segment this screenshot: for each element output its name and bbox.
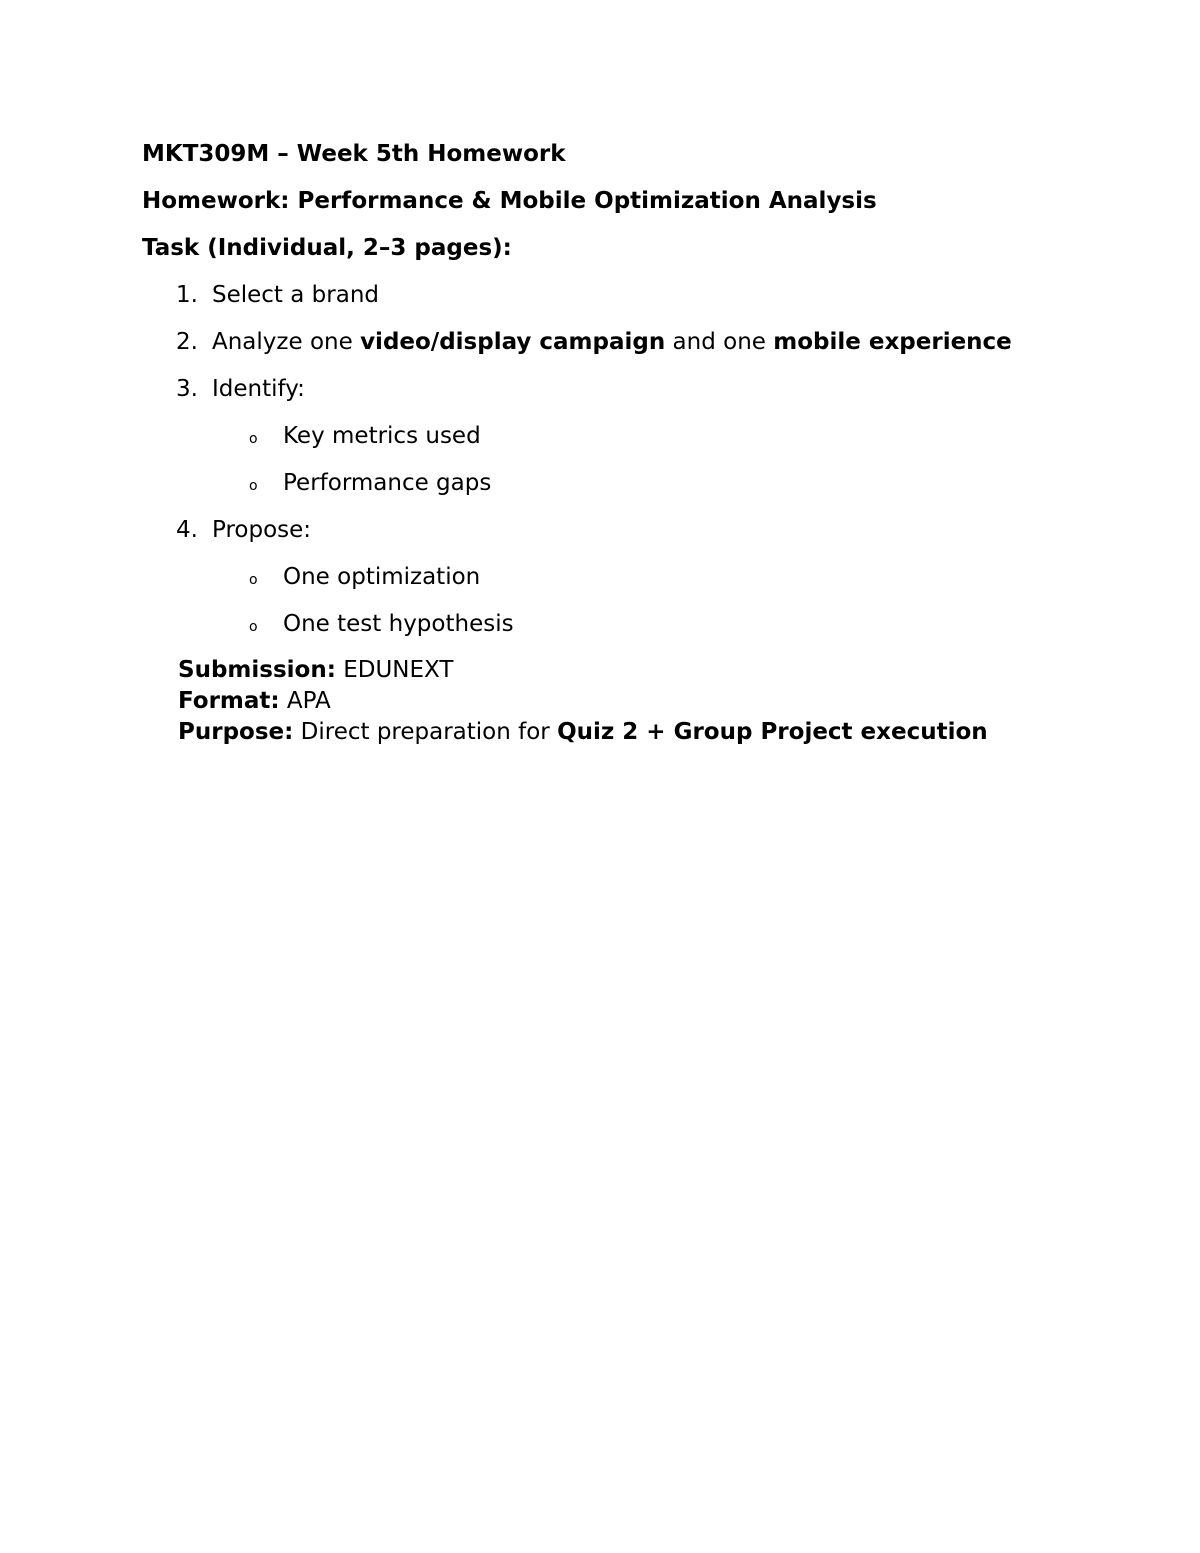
format-line xyxy=(178,686,1062,717)
list-number: 4. xyxy=(176,517,198,543)
list-number: 2. xyxy=(176,329,198,355)
submission-value: EDUNEXT xyxy=(335,657,454,683)
list-item-text-pre: Analyze one xyxy=(212,329,361,355)
task-list xyxy=(142,279,1062,640)
bullet-icon: o xyxy=(249,431,258,447)
format-value: APA xyxy=(279,688,331,714)
format-label: Format: xyxy=(178,688,280,714)
document-subtitle: Homework: Performance & Mobile Optimization Analysis xyxy=(142,188,877,214)
sub-list-item-text: Performance gaps xyxy=(283,470,492,496)
list-item xyxy=(142,279,1062,311)
list-number: 1. xyxy=(176,282,198,308)
purpose-bold: Quiz 2 + Group Project execution xyxy=(557,719,988,745)
list-item xyxy=(142,514,1062,546)
purpose-value: Direct preparation for xyxy=(293,719,558,745)
sub-list xyxy=(142,420,1062,499)
submission-line xyxy=(178,655,1062,686)
sub-list-item xyxy=(142,608,1062,640)
bullet-icon: o xyxy=(249,478,258,494)
list-item-text-mid: and one xyxy=(665,329,774,355)
sub-list-item-text: One optimization xyxy=(283,564,481,590)
purpose-label: Purpose: xyxy=(178,719,294,745)
sub-list-item-text: Key metrics used xyxy=(283,423,481,449)
list-item-bold-campaign: video/display campaign xyxy=(360,329,666,355)
sub-list-item xyxy=(142,420,1062,452)
submission-details xyxy=(178,655,1062,748)
list-item xyxy=(142,326,1062,358)
sub-list xyxy=(142,561,1062,640)
task-heading: Task (Individual, 2–3 pages): xyxy=(142,235,512,261)
purpose-line xyxy=(178,717,1062,748)
list-number: 3. xyxy=(176,376,198,402)
sub-list-item xyxy=(142,467,1062,499)
bullet-icon: o xyxy=(249,572,258,588)
submission-label: Submission: xyxy=(178,657,336,683)
list-item-text: Identify: xyxy=(212,376,305,402)
document-title: MKT309M – Week 5th Homework xyxy=(142,141,566,167)
bullet-icon: o xyxy=(249,619,258,635)
list-item-text: Propose: xyxy=(212,517,312,543)
list-item-text: Select a brand xyxy=(212,282,379,308)
sub-list-item-text: One test hypothesis xyxy=(283,611,514,637)
list-item-bold-mobile: mobile experience xyxy=(773,329,1012,355)
sub-list-item xyxy=(142,561,1062,593)
document-body xyxy=(142,138,1062,748)
list-item xyxy=(142,373,1062,405)
